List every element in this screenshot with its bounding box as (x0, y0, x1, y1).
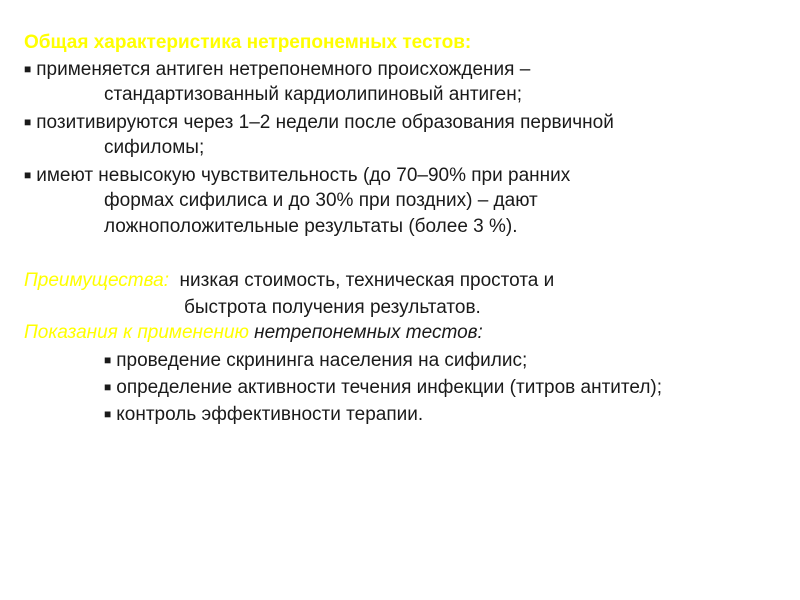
bullet-icon: ■ (104, 407, 112, 421)
list-item-1-line2: стандартизованный кардиолипиновый антиген; (104, 84, 523, 105)
heading: Общая характеристика нетрепонемных тестов: (24, 32, 472, 53)
advantages-label: Преимущества: (24, 270, 169, 291)
list-item-2-line1: позитивируются через 1–2 недели после образования первичной (36, 112, 614, 133)
bullet-icon: ■ (24, 62, 32, 76)
indication-item-1 (104, 347, 527, 374)
indications-label-highlight: Показания к применению (24, 322, 249, 343)
bullet-icon: ■ (104, 380, 112, 394)
list-item-3 (24, 162, 570, 189)
indication-item-2 (104, 374, 662, 401)
list-item-3-line1: имеют невысокую чувствительность (до 70–90% при ранних (36, 165, 571, 186)
list-item-1 (24, 56, 530, 83)
indication-item-3-text: контроль эффективности терапии. (116, 404, 424, 425)
list-item-1-line1: применяется антиген нетрепонемного происхождения – (36, 59, 531, 80)
advantages-text2: быстрота получения результатов. (184, 297, 481, 318)
indication-item-3 (104, 401, 423, 428)
indication-item-1-text: проведение скрининга населения на сифилис; (116, 350, 528, 371)
bullet-icon: ■ (24, 168, 32, 182)
list-item-3-line2: формах сифилиса и до 30% при поздних) – дают (104, 190, 538, 211)
indication-item-2-text: определение активности течения инфекции (титров антител); (116, 377, 663, 398)
advantages-text1: низкая стоимость, техническая простота и (179, 270, 555, 291)
bullet-icon: ■ (104, 353, 112, 367)
list-item-2-line2: сифиломы; (104, 137, 205, 158)
indications-label-rest: нетрепонемных тестов: (254, 322, 483, 343)
indications-heading (24, 320, 483, 346)
list-item-3-line3: ложноположительные результаты (более 3 %). (104, 216, 518, 237)
advantages (24, 268, 554, 294)
list-item-2 (24, 109, 614, 136)
bullet-icon: ■ (24, 115, 32, 129)
